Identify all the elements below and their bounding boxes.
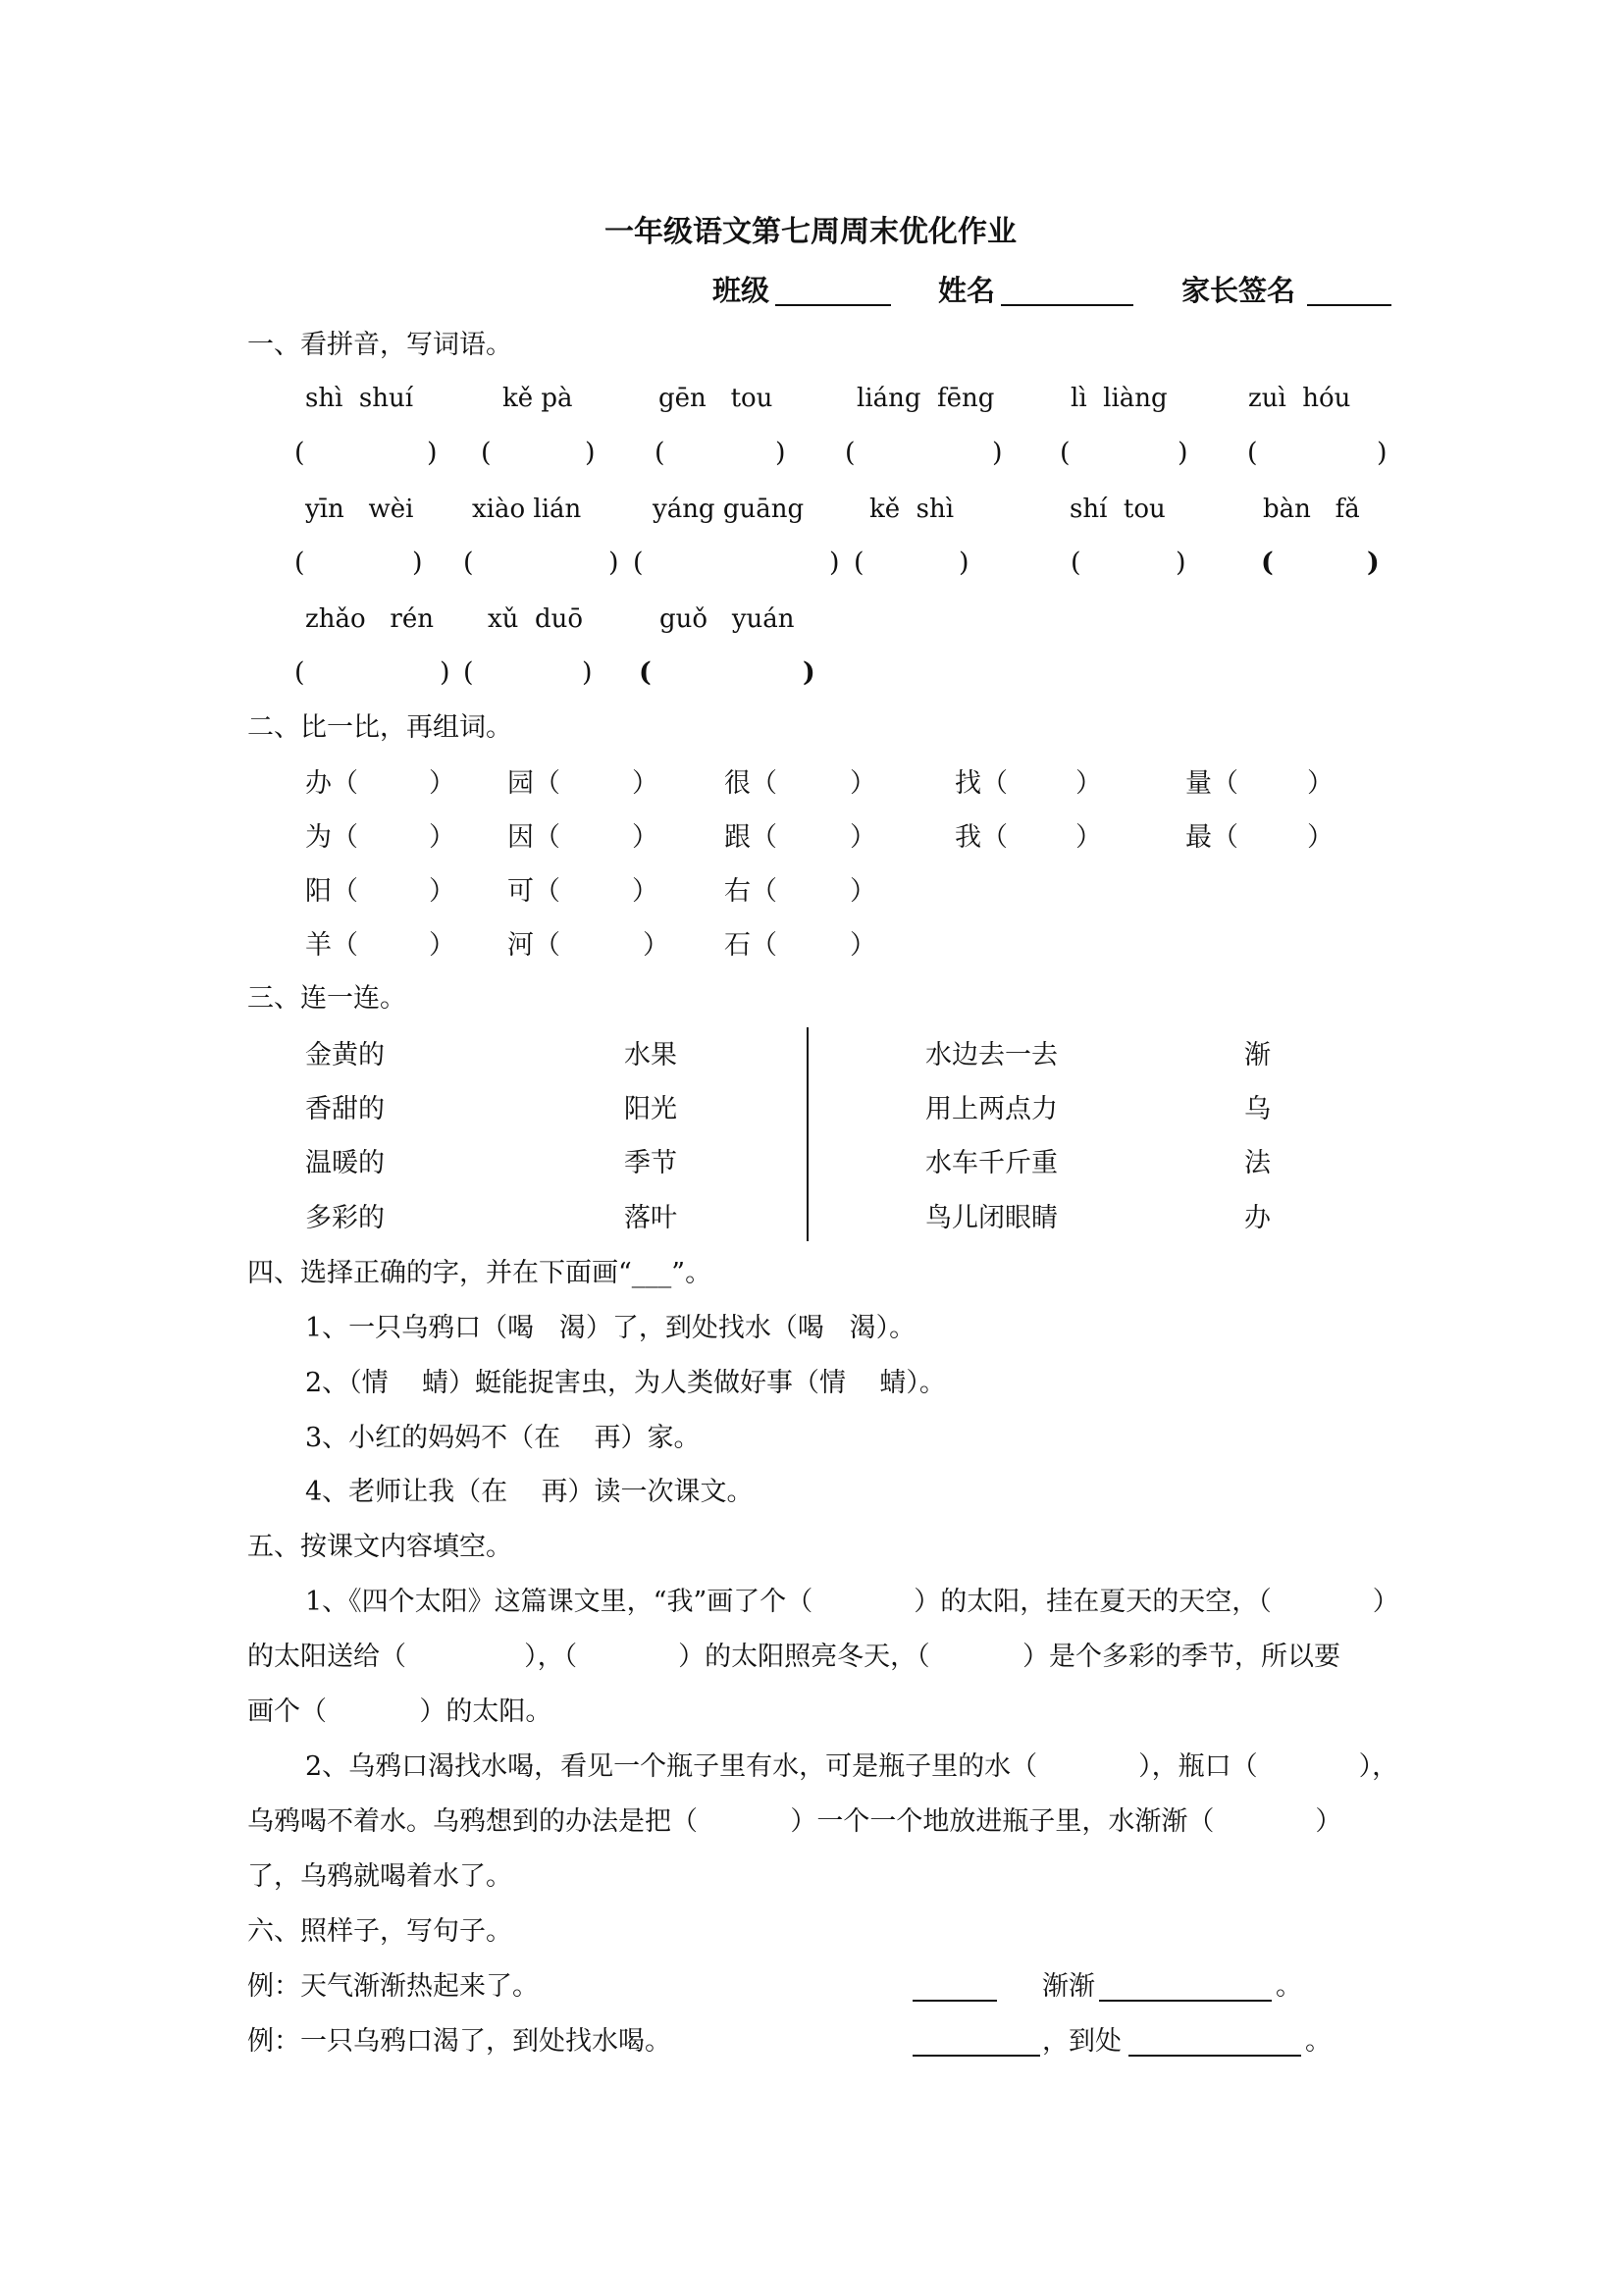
- pinyin-item: zhǎo rén: [305, 604, 434, 634]
- match-item-right[interactable]: 法: [1244, 1148, 1271, 1178]
- fill-text-line: 1、《四个太阳》这篇课文里，“我”画了个（ ）的太阳，挂在夏天的天空，（ ）: [305, 1587, 1399, 1617]
- pinyin-item: liáng fēng: [857, 384, 995, 413]
- answer-blank-close: ): [829, 548, 840, 578]
- answer-blank-close: ): [1377, 438, 1388, 468]
- match-item-left[interactable]: 落叶: [624, 1203, 677, 1233]
- answer-blank-close: ): [1367, 548, 1380, 578]
- fill-text-line: 画个（ ）的太阳。: [247, 1696, 552, 1727]
- answer-blank-close: ): [1176, 548, 1186, 578]
- answer-blank-open: (: [633, 548, 644, 578]
- word-close: ）: [850, 768, 876, 799]
- word-char: 右（: [724, 876, 777, 907]
- example-sentence: 例：一只乌鸦口渴了，到处找水喝。: [247, 2026, 671, 2057]
- match-item-right[interactable]: 水边去一去: [925, 1040, 1058, 1070]
- example-keyword: ，到处: [1042, 2026, 1122, 2057]
- answer-blank-close: ): [427, 438, 438, 468]
- pinyin-item: zuì hóu: [1248, 384, 1351, 413]
- match-item-left[interactable]: 金黄的: [305, 1040, 385, 1070]
- word-close: ）: [632, 876, 658, 907]
- answer-blank-open: (: [845, 438, 856, 468]
- class-field[interactable]: [775, 304, 891, 306]
- word-close: ）: [632, 822, 658, 853]
- section-2-heading: 二、比一比，再组词。: [247, 712, 512, 743]
- word-char: 可（: [507, 876, 560, 907]
- pinyin-item: shì shuí: [305, 384, 414, 413]
- match-item-right[interactable]: 水车千斤重: [925, 1148, 1058, 1178]
- word-char: 办（: [305, 768, 358, 799]
- answer-blank-close: ): [608, 548, 619, 578]
- choice-item: 4、老师让我（在 再）读一次课文。: [305, 1477, 754, 1507]
- match-item-left[interactable]: 香甜的: [305, 1094, 385, 1124]
- word-char: 园（: [507, 768, 560, 799]
- word-close: ）: [850, 822, 876, 853]
- answer-blank-open: (: [1261, 548, 1274, 578]
- word-char: 阳（: [305, 876, 358, 907]
- pinyin-item: kě shì: [869, 495, 955, 524]
- fill-text-line: 了，乌鸦就喝着水了。: [247, 1861, 512, 1892]
- pinyin-item: shí tou: [1070, 495, 1166, 524]
- answer-line[interactable]: [913, 2000, 997, 2002]
- match-item-right[interactable]: 乌: [1244, 1094, 1271, 1124]
- pinyin-item: kě pà: [502, 384, 573, 413]
- word-close: ）: [429, 876, 455, 907]
- word-close: ）: [429, 768, 455, 799]
- match-item-left[interactable]: 阳光: [624, 1094, 677, 1124]
- example-sentence: 例：天气渐渐热起来了。: [247, 1971, 539, 2002]
- word-char: 石（: [724, 930, 777, 961]
- answer-line[interactable]: [913, 2055, 1040, 2057]
- answer-line[interactable]: [1128, 2055, 1301, 2057]
- fill-text-line: 的太阳送给（ ），（ ）的太阳照亮冬天，（ ）是个多彩的季节，所以要: [247, 1642, 1341, 1672]
- answer-blank-open: (: [1247, 438, 1258, 468]
- match-item-left[interactable]: 温暖的: [305, 1148, 385, 1178]
- word-close: ）: [643, 930, 669, 961]
- word-close: ）: [1307, 768, 1334, 799]
- fill-text-line: 2、乌鸦口渴找水喝，看见一个瓶子里有水，可是瓶子里的水（ ），瓶口（ ），: [305, 1751, 1399, 1782]
- answer-blank-close: ): [585, 438, 596, 468]
- match-item-right[interactable]: 办: [1244, 1203, 1271, 1233]
- word-close: ）: [429, 930, 455, 961]
- word-char: 跟（: [724, 822, 777, 853]
- name-label: 姓名: [938, 274, 996, 307]
- section-1-heading: 一、看拼音，写词语。: [247, 330, 512, 360]
- choice-item: 1、一只乌鸦口（喝 渴）了，到处找水（喝 渴）。: [305, 1313, 917, 1343]
- parent-signature-field[interactable]: [1307, 304, 1391, 306]
- word-char: 羊（: [305, 930, 358, 961]
- pinyin-item: bàn fǎ: [1263, 495, 1360, 524]
- answer-blank-open: (: [294, 657, 305, 688]
- pinyin-item: xǔ duō: [488, 604, 583, 634]
- pinyin-item: yīn wèi: [305, 495, 414, 524]
- name-field[interactable]: [1001, 304, 1133, 306]
- column-divider: [807, 1027, 809, 1241]
- match-item-right[interactable]: 渐: [1244, 1040, 1271, 1070]
- word-char: 找（: [955, 768, 1008, 799]
- match-item-left[interactable]: 多彩的: [305, 1203, 385, 1233]
- sentence-end: 。: [1305, 2026, 1332, 2057]
- pinyin-item: lì liàng: [1071, 384, 1168, 413]
- match-item-left[interactable]: 水果: [624, 1040, 677, 1070]
- section-5-heading: 五、按课文内容填空。: [247, 1532, 512, 1562]
- word-char: 为（: [305, 822, 358, 853]
- match-item-right[interactable]: 用上两点力: [925, 1094, 1058, 1124]
- section-4-heading: 四、选择正确的字，并在下面画“___”。: [247, 1258, 712, 1288]
- answer-blank-close: ): [1178, 438, 1188, 468]
- word-close: ）: [632, 768, 658, 799]
- word-char: 量（: [1185, 768, 1238, 799]
- answer-blank-close: ): [959, 548, 969, 578]
- section-6-heading: 六、照样子，写句子。: [247, 1916, 512, 1947]
- word-char: 我（: [955, 822, 1008, 853]
- answer-blank-open: (: [294, 438, 305, 468]
- word-close: ）: [429, 822, 455, 853]
- section-3-heading: 三、连一连。: [247, 983, 406, 1014]
- word-char: 河（: [507, 930, 560, 961]
- word-close: ）: [1075, 822, 1102, 853]
- answer-blank-open: (: [854, 548, 864, 578]
- answer-blank-close: ): [775, 438, 786, 468]
- answer-blank-open: (: [639, 657, 652, 688]
- pinyin-item: xiào lián: [472, 495, 582, 524]
- choice-item: 3、小红的妈妈不（在 再）家。: [305, 1423, 701, 1453]
- answer-blank-open: (: [294, 548, 305, 578]
- word-close: ）: [850, 930, 876, 961]
- answer-blank-close: ): [992, 438, 1003, 468]
- fill-text-line: 乌鸦喝不着水。乌鸦想到的办法是把（ ）一个一个地放进瓶子里，水渐渐（ ）: [247, 1806, 1342, 1837]
- answer-blank-close: ): [803, 657, 815, 688]
- answer-blank-close: ): [412, 548, 423, 578]
- parent-signature-label: 家长签名: [1181, 274, 1296, 307]
- answer-blank-open: (: [1071, 548, 1081, 578]
- match-item-left[interactable]: 季节: [624, 1148, 677, 1178]
- pinyin-item: yáng guāng: [653, 495, 805, 524]
- choice-item: 2、（情 蜻）蜓能捉害虫，为人类做好事（情 蜻）。: [305, 1368, 946, 1398]
- pinyin-item: gēn tou: [658, 384, 773, 413]
- sentence-end: 。: [1276, 1971, 1302, 2002]
- match-item-right[interactable]: 鸟儿闭眼睛: [925, 1203, 1058, 1233]
- word-close: ）: [1307, 822, 1334, 853]
- word-char: 最（: [1185, 822, 1238, 853]
- answer-blank-open: (: [1060, 438, 1071, 468]
- example-keyword: 渐渐: [1042, 1971, 1095, 2002]
- page-title: 一年级语文第七周周末优化作业: [604, 215, 1017, 249]
- answer-blank-open: (: [481, 438, 492, 468]
- word-close: ）: [1075, 768, 1102, 799]
- word-close: ）: [850, 876, 876, 907]
- word-char: 很（: [724, 768, 777, 799]
- class-label: 班级: [712, 274, 770, 307]
- pinyin-item: guǒ yuán: [659, 604, 795, 634]
- answer-blank-close: ): [440, 657, 450, 688]
- answer-blank-open: (: [655, 438, 665, 468]
- word-char: 因（: [507, 822, 560, 853]
- answer-blank-open: (: [463, 548, 474, 578]
- answer-line[interactable]: [1099, 2000, 1272, 2002]
- answer-blank-close: ): [582, 657, 593, 688]
- answer-blank-open: (: [463, 657, 474, 688]
